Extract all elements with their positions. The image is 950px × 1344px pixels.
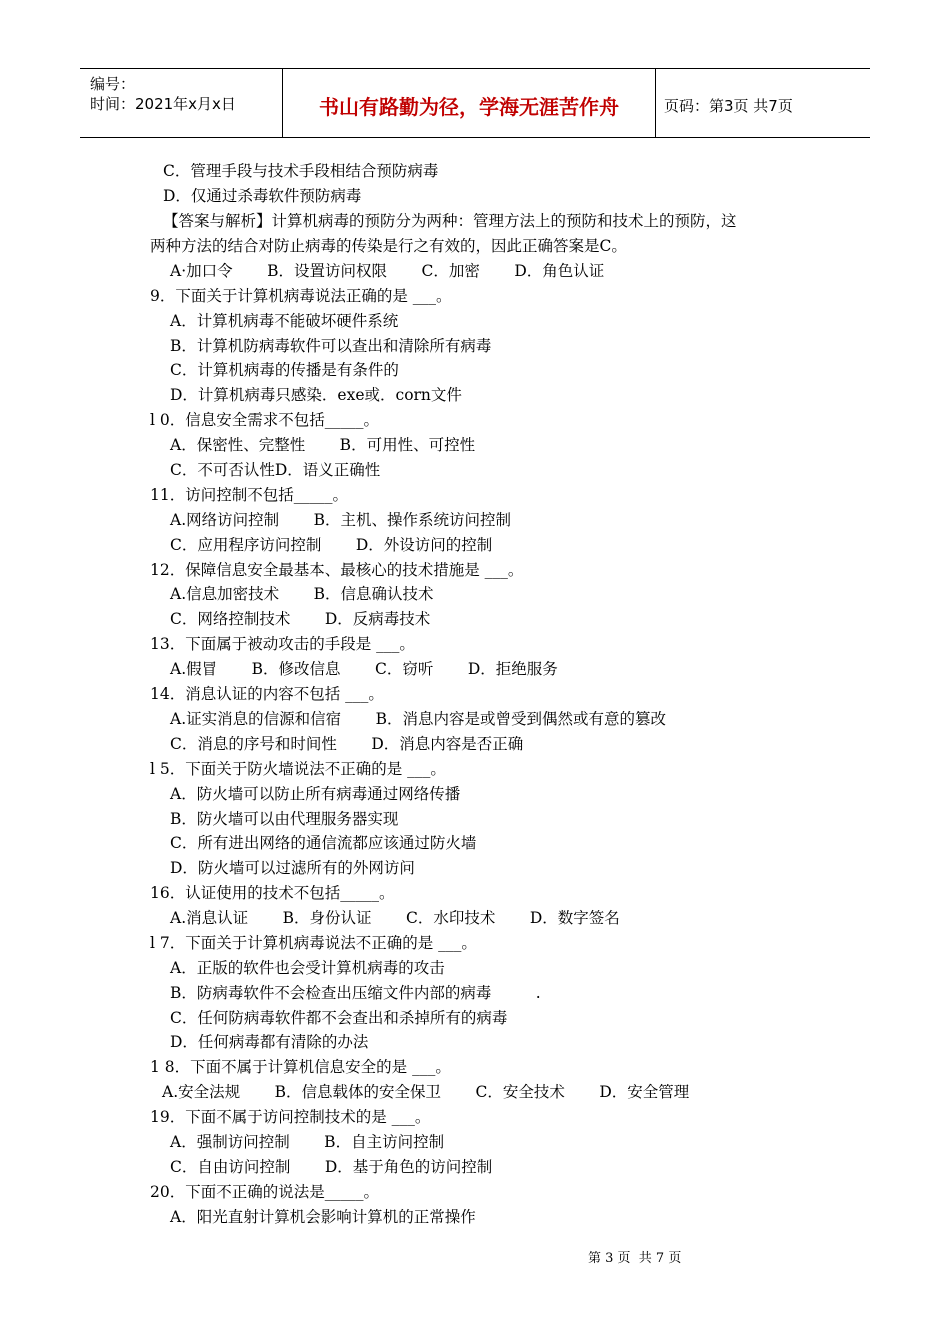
question-line: 14．消息认证的内容不包括 ___。 [150, 685, 384, 703]
text-line: D．任何病毒都有清除的办法 [170, 1033, 369, 1051]
text-line: C．不可否认性D．语义正确性 [170, 461, 381, 479]
text-line: C．消息的序号和时间性 D．消息内容是否正确 [170, 735, 524, 753]
text-line: 两种方法的结合对防止病毒的传染是行之有效的，因此正确答案是C。 [150, 237, 627, 255]
text-line: D．仅通过杀毒软件预防病毒 [163, 187, 362, 205]
text-line: A．计算机病毒不能破坏硬件系统 [170, 312, 399, 330]
question-line: 1 8．下面不属于计算机信息安全的是 ___。 [150, 1058, 451, 1076]
time-label: 时间：2021年x月x日 [90, 95, 236, 113]
text-line: A．阳光直射计算机会影响计算机的正常操作 [170, 1208, 476, 1226]
question-line: 20．下面不正确的说法是_____。 [150, 1183, 379, 1201]
text-line: A.信息加密技术 B．信息确认技术 [170, 585, 434, 603]
question-line: 19．下面不属于访问控制技术的是 ___。 [150, 1108, 431, 1126]
text-line: A．防火墙可以防止所有病毒通过网络传播 [170, 785, 461, 803]
text-line: A.安全法规 B．信息载体的安全保卫 C．安全技术 D．安全管理 [162, 1083, 690, 1101]
text-line: A.网络访问控制 B．主机、操作系统访问控制 [170, 511, 512, 529]
text-line: A．正版的软件也会受计算机病毒的攻击 [170, 959, 445, 977]
text-line: B．防火墙可以由代理服务器实现 [170, 810, 399, 828]
number-label: 编号： [90, 75, 136, 93]
text-line: C．网络控制技术 D．反病毒技术 [170, 610, 431, 628]
question-line: 13．下面属于被动攻击的手段是 ___。 [150, 635, 415, 653]
question-line: l 7．下面关于计算机病毒说法不正确的是 ___。 [150, 934, 477, 952]
text-line: A·加口令 B．设置访问权限 C．加密 D．角色认证 [170, 262, 605, 280]
text-line: A.消息认证 B．身份认证 C．水印技术 D．数字签名 [170, 909, 620, 927]
text-line: D．防火墙可以过滤所有的外网访问 [170, 859, 415, 877]
question-line: l 0．信息安全需求不包括_____。 [150, 411, 379, 429]
question-line: 16．认证使用的技术不包括_____。 [150, 884, 395, 902]
page-footer: 第 3 页 共 7 页 [588, 1251, 682, 1266]
text-line: C．自由访问控制 D．基于角色的访问控制 [170, 1158, 493, 1176]
text-line: C．所有进出网络的通信流都应该通过防火墙 [170, 834, 477, 852]
text-line: C．管理手段与技术手段相结合预防病毒 [163, 162, 439, 180]
text-line: C．应用程序访问控制 D．外设访问的控制 [170, 536, 493, 554]
page-number-label: 页码：第3页 共7页 [664, 97, 793, 115]
text-line: A．强制访问控制 B．自主访问控制 [170, 1133, 445, 1151]
text-line: B．防病毒软件不会检查出压缩文件内部的病毒 . [170, 984, 541, 1002]
text-line: D．计算机病毒只感染．exe或．corn文件 [170, 386, 462, 404]
question-line: l 5．下面关于防火墙说法不正确的是 ___。 [150, 760, 446, 778]
text-line: A.假冒 B．修改信息 C．窃听 D．拒绝服务 [170, 660, 558, 678]
motto: 书山有路勤为径，学海无涯苦作舟 [319, 95, 619, 119]
text-line: C．计算机病毒的传播是有条件的 [170, 361, 399, 379]
question-line: 11．访问控制不包括_____。 [150, 486, 348, 504]
text-line: A．保密性、完整性 B．可用性、可控性 [170, 436, 476, 454]
text-line: 【答案与解析】计算机病毒的预防分为两种：管理方法上的预防和技术上的预防，这 [163, 212, 737, 230]
text-line: A.证实消息的信源和信宿 B．消息内容是或曾受到偶然或有意的篡改 [170, 710, 667, 728]
question-line: 9．下面关于计算机病毒说法正确的是 ___。 [150, 287, 452, 305]
question-line: 12．保障信息安全最基本、最核心的技术措施是 ___。 [150, 561, 524, 579]
text-line: B．计算机防病毒软件可以查出和清除所有病毒 [170, 337, 492, 355]
text-line: C．任何防病毒软件都不会查出和杀掉所有的病毒 [170, 1009, 508, 1027]
